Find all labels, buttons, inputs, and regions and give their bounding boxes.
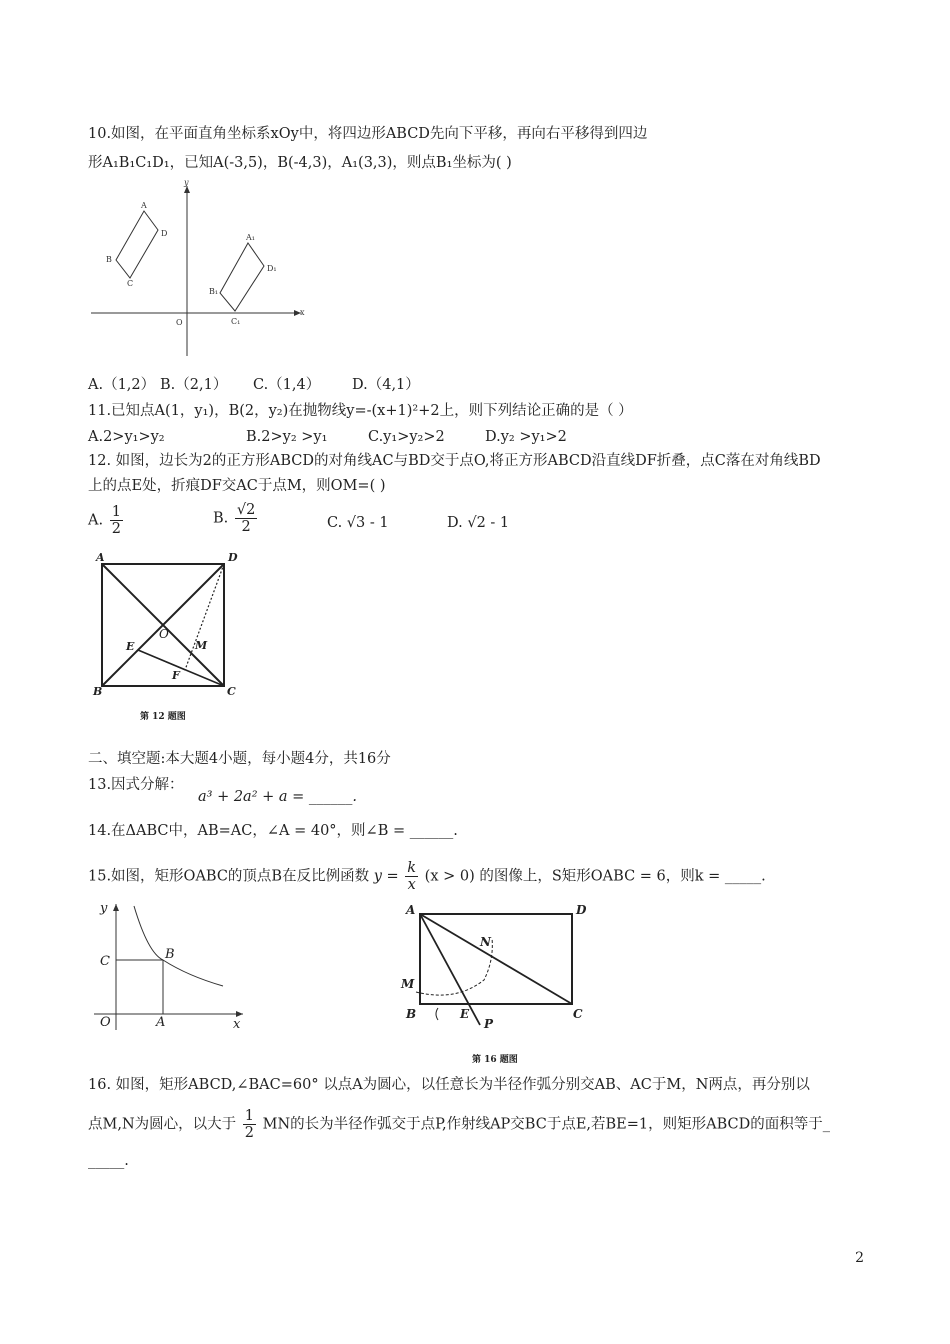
q15-figure [88, 898, 248, 1036]
q12-fig-a: A [96, 551, 105, 564]
q12-option-a-label: A. [88, 512, 104, 529]
q15-func-den: x [407, 877, 416, 893]
q12-option-b [213, 502, 259, 535]
q16-half-frac [243, 1108, 256, 1141]
q12-fig-c: C [227, 685, 236, 698]
q11-option-d: D.y₂ >y₁>2 [485, 429, 567, 445]
q10-fig-c1: C₁ [231, 317, 241, 326]
q12-option-b-num: √2 [236, 502, 256, 518]
q12-option-a-num: 1 [111, 504, 121, 520]
q15-fig-y: y [100, 901, 108, 916]
q16-half-den: 2 [244, 1125, 254, 1141]
q13-expr: a³ + 2a² + a = ______. [198, 789, 357, 805]
q11-stem: 11.已知点A(1，y₁)，B(2，y₂)在抛物线y=-(x+1)²+2上，则下列结论正确的是（ ） [88, 403, 633, 419]
q12-fig-caption: 第 12 题图 [140, 712, 186, 722]
q10-fig-x: x [300, 308, 305, 317]
q12-fig-f: F [172, 669, 180, 682]
q12-option-a-frac [110, 504, 123, 537]
q16-fig-a: A [406, 903, 416, 917]
q16-fig-n: N [480, 935, 491, 949]
q15-fig-b: B [165, 947, 175, 962]
q11-option-c: C.y₁>y₂>2 [368, 429, 445, 445]
q12-option-b-den: 2 [241, 519, 251, 535]
q10-option-d: D.（4,1） [352, 377, 420, 393]
q10-fig-a1: A₁ [246, 233, 255, 242]
q12-option-b-frac [235, 502, 257, 535]
q15-stem: 15.如图，矩形OABC的顶点B在反比例函数 [88, 868, 370, 885]
q12-fig-d: D [228, 551, 238, 564]
q10-option-a: A.（1,2） [88, 377, 156, 393]
q12-option-d-label: D. [447, 515, 463, 531]
q12-option-d-text: √2 - 1 [467, 515, 510, 531]
q16-line2-a: 点M,N为圆心，以大于 [88, 1116, 237, 1133]
q11-option-a: A.2>y₁>y₂ [88, 429, 165, 445]
q12-figure [88, 546, 248, 730]
q16-fig-b: B [406, 1007, 417, 1021]
page-number: 2 [855, 1250, 864, 1266]
q12-option-d [447, 514, 509, 532]
q12-fig-m: M [195, 639, 208, 652]
q10-fig-y: y [184, 178, 189, 187]
q16-fig-caption: 第 16 题图 [472, 1055, 518, 1065]
q16-figure [396, 900, 616, 1070]
q12-option-c [327, 514, 389, 532]
q11-option-b: B.2>y₂ >y₁ [246, 429, 328, 445]
q16-line3: _____. [88, 1153, 129, 1169]
q12-option-b-label: B. [213, 510, 229, 527]
q15-fig-o: O [100, 1015, 111, 1030]
q10-option-b: B.（2,1） [160, 377, 228, 393]
q12-fig-b: B [93, 685, 103, 698]
q15-func-frac [405, 860, 418, 893]
q15-fig-x: x [233, 1017, 241, 1032]
q12-option-a [88, 504, 125, 537]
q10-fig-d: D [161, 229, 168, 238]
q16-fig-d: D [576, 903, 587, 917]
q10-fig-b: B [106, 255, 112, 264]
q10-fig-a: A [141, 201, 147, 210]
q10-fig-o: O [176, 318, 183, 327]
q16-line1: 16. 如图，矩形ABCD,∠BAC=60° 以点A为圆心，以任意长为半径作弧分别交AB、AC于M，N两点，再分别以 [88, 1077, 810, 1093]
q13-label: 13.因式分解： [88, 777, 184, 793]
q10-fig-d1: D₁ [267, 264, 277, 273]
q16-line2-b: MN的长为半径作弧交于点P,作射线AP交BC于点E,若BE=1，则矩形ABCD的面积等于_ [262, 1116, 830, 1133]
section2-heading: 二、填空题:本大题4小题，每小题4分，共16分 [88, 751, 391, 767]
q15-text [88, 860, 766, 893]
q16-fig-c: C [573, 1007, 583, 1021]
q10-line1: 10.如图，在平面直角坐标系xOy中，将四边形ABCD先向下平移，再向右平移得到四边 [88, 126, 648, 142]
q10-fig-c: C [127, 279, 134, 288]
q12-option-a-den: 2 [111, 521, 121, 537]
q12-fig-o: O [159, 627, 169, 641]
q12-option-c-label: C. [327, 515, 343, 531]
q12-option-c-text: √3 - 1 [346, 515, 389, 531]
q12-line2: 上的点E处，折痕DF交AC于点M，则OM=( ) [88, 478, 386, 494]
q12-fig-e: E [126, 640, 135, 653]
q16-half-num: 1 [244, 1108, 254, 1124]
q15-func-tail: (x > 0) 的图像上，S矩形OABC = 6，则k = _____. [424, 868, 766, 885]
q16-fig-p: P [484, 1017, 494, 1031]
q16-fig-m: M [401, 977, 415, 991]
q15-func-y: y = [373, 868, 399, 885]
q15-fig-c: C [100, 954, 110, 969]
q16-fig-e: E [460, 1007, 470, 1021]
q10-option-c: C.（1,4） [253, 377, 321, 393]
q14-text: 14.在ΔABC中，AB=AC，∠A = 40°，则∠B = ______. [88, 823, 458, 839]
q15-fig-a: A [156, 1015, 166, 1030]
q10-figure [86, 178, 316, 358]
q12-line1: 12. 如图，边长为2的正方形ABCD的对角线AC与BD交于点O,将正方形ABCD沿直线DF折叠，点C落在对角线BD [88, 453, 821, 469]
q16-line2 [88, 1108, 830, 1141]
q10-line2: 形A₁B₁C₁D₁，已知A(-3,5)，B(-4,3)，A₁(3,3)，则点B₁坐标为( ) [88, 155, 512, 171]
q15-func-num: k [407, 860, 417, 876]
q10-fig-b1: B₁ [209, 287, 219, 296]
